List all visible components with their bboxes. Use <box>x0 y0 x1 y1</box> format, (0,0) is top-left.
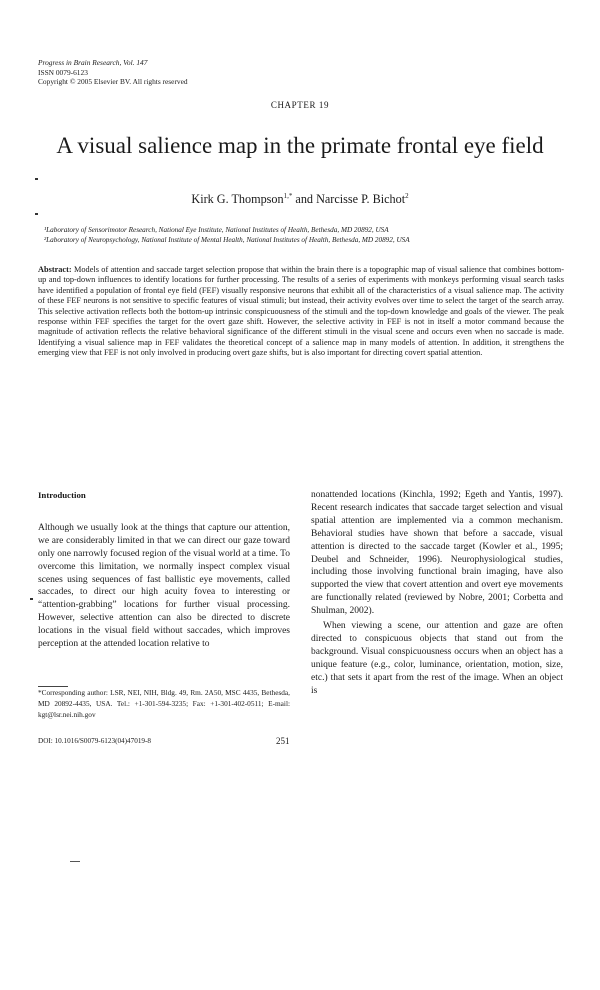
stray-dash <box>70 861 80 862</box>
author-2: Narcisse P. Bichot <box>316 192 406 207</box>
abstract <box>38 265 564 359</box>
left-column <box>38 489 290 651</box>
author-2-sup: 2 <box>405 192 409 200</box>
affiliations <box>44 225 558 245</box>
chapter-label: CHAPTER 19 <box>270 100 330 110</box>
affiliation-1: ¹Laboratory of Sensorimotor Research, National Eye Institute, National Institutes of Health, Bethesda, MD 20892, USA <box>44 226 389 234</box>
author-1-sup: 1,* <box>283 192 293 200</box>
authors-conj: and <box>295 192 314 207</box>
journal-copyright: Copyright © 2005 Elsevier BV. All rights reserved <box>38 77 188 87</box>
abstract-label: Abstract: <box>38 265 72 274</box>
authors <box>0 192 600 207</box>
page-title: A visual salience map in the primate frontal eye field <box>56 133 544 158</box>
margin-mark <box>35 178 38 180</box>
footnote: *Corresponding author: LSR, NEI, NIH, Bldg. 49, Rm. 2A50, MSC 4435, Bethesda, MD 20892-4435, USA. Tel.: +1-301-594-3235; Fax: +1-301-402-0511; E-mail: kgt@lsr.nei.nih.gov <box>38 688 290 719</box>
affiliation-2: ²Laboratory of Neuropsychology, National Institute of Mental Health, National Institutes of Health, Bethesda, MD 20892, USA <box>44 236 410 244</box>
margin-mark <box>35 213 38 215</box>
journal-info <box>38 58 188 87</box>
author-1: Kirk G. Thompson <box>191 192 284 207</box>
right-column <box>311 489 563 698</box>
journal-series: Progress in Brain Research, Vol. 147 <box>38 58 148 67</box>
doi: DOI: 10.1016/S0079-6123(04)47019-8 <box>38 737 151 745</box>
intro-paragraph-1-cont: nonattended locations (Kinchla, 1992; Egeth and Yantis, 1997). Recent research indicates that saccade target selection and visual spatial attention are implemented via a common mechanism. Behavioral studies have shown that before a saccade, visual attention is directed to the saccade target (Kowler et al., 1995; Deubel and Schneider, 1996). Neurophysiological studies, including those involving functional brain imaging, have also supported the view that covert attention and overt eye movements are functionally related (reviewed by Nobre, 2001; Corbetta and Shulman, 2002). <box>311 490 563 617</box>
margin-mark <box>30 598 33 600</box>
journal-issn: ISSN 0079-6123 <box>38 67 88 77</box>
page-number: 251 <box>276 736 290 746</box>
abstract-text: Models of attention and saccade target selection propose that within the brain there is a topographic map of visual salience that combines bottom-up and top-down influences to identify locations for further processing. The results of a series of experiments with monkeys performing visual search tasks have identified a population of frontal eye field (FEF) visually responsive neurons that exhibit all of the characteristics of a visual salience map. The activity of these FEF neurons is not sensitive to specific features of visual stimuli; but instead, their activity evolves over time to select the target of the search array. This selective activation reflects both the bottom-up intrinsic conspicuousness of the stimuli and the top-down knowledge and goals of the viewer. The peak response within FEF specifies the target for the overt gaze shift. However, the selective activity in FEF is not in itself a motor command because the magnitude of activation reflects the relative behavioral significance of the different stimuli in the visual scene and occurs even when no saccade is made. Identifying a visual salience map in FEF validates the theoretical concept of a salience map in many models of attention. In addition, it strengthens the emerging view that FEF is not only involved in producing overt gaze shifts, but is also important for directing covert spatial attention. <box>38 265 565 358</box>
intro-paragraph-2: When viewing a scene, our attention and gaze are often directed to conspicuous objects that stand out from the background. Visual conspicuousness occurs when an object has a unique feature (e.g., color, luminance, orientation, motion, size, etc.) that sets it apart from the rest of the image. When an object is <box>311 621 563 696</box>
intro-paragraph-1: Although we usually look at the things that capture our attention, we are considerably limited in that we can direct our gaze toward only one narrowly focused region of the visual world at a time. To overcome this limitation, we normally inspect complex visual scenes using sequences of fast ballistic eye movements, called saccades, to direct our high acuity fovea to interesting or “attention-grabbing” locations for further visual processing. However, selective attention can also be directed to discrete locations in the visual field without saccades, which improves perception at the attended location relative to <box>38 522 290 650</box>
section-heading: Introduction <box>38 490 86 500</box>
footnote-rule <box>38 686 68 687</box>
